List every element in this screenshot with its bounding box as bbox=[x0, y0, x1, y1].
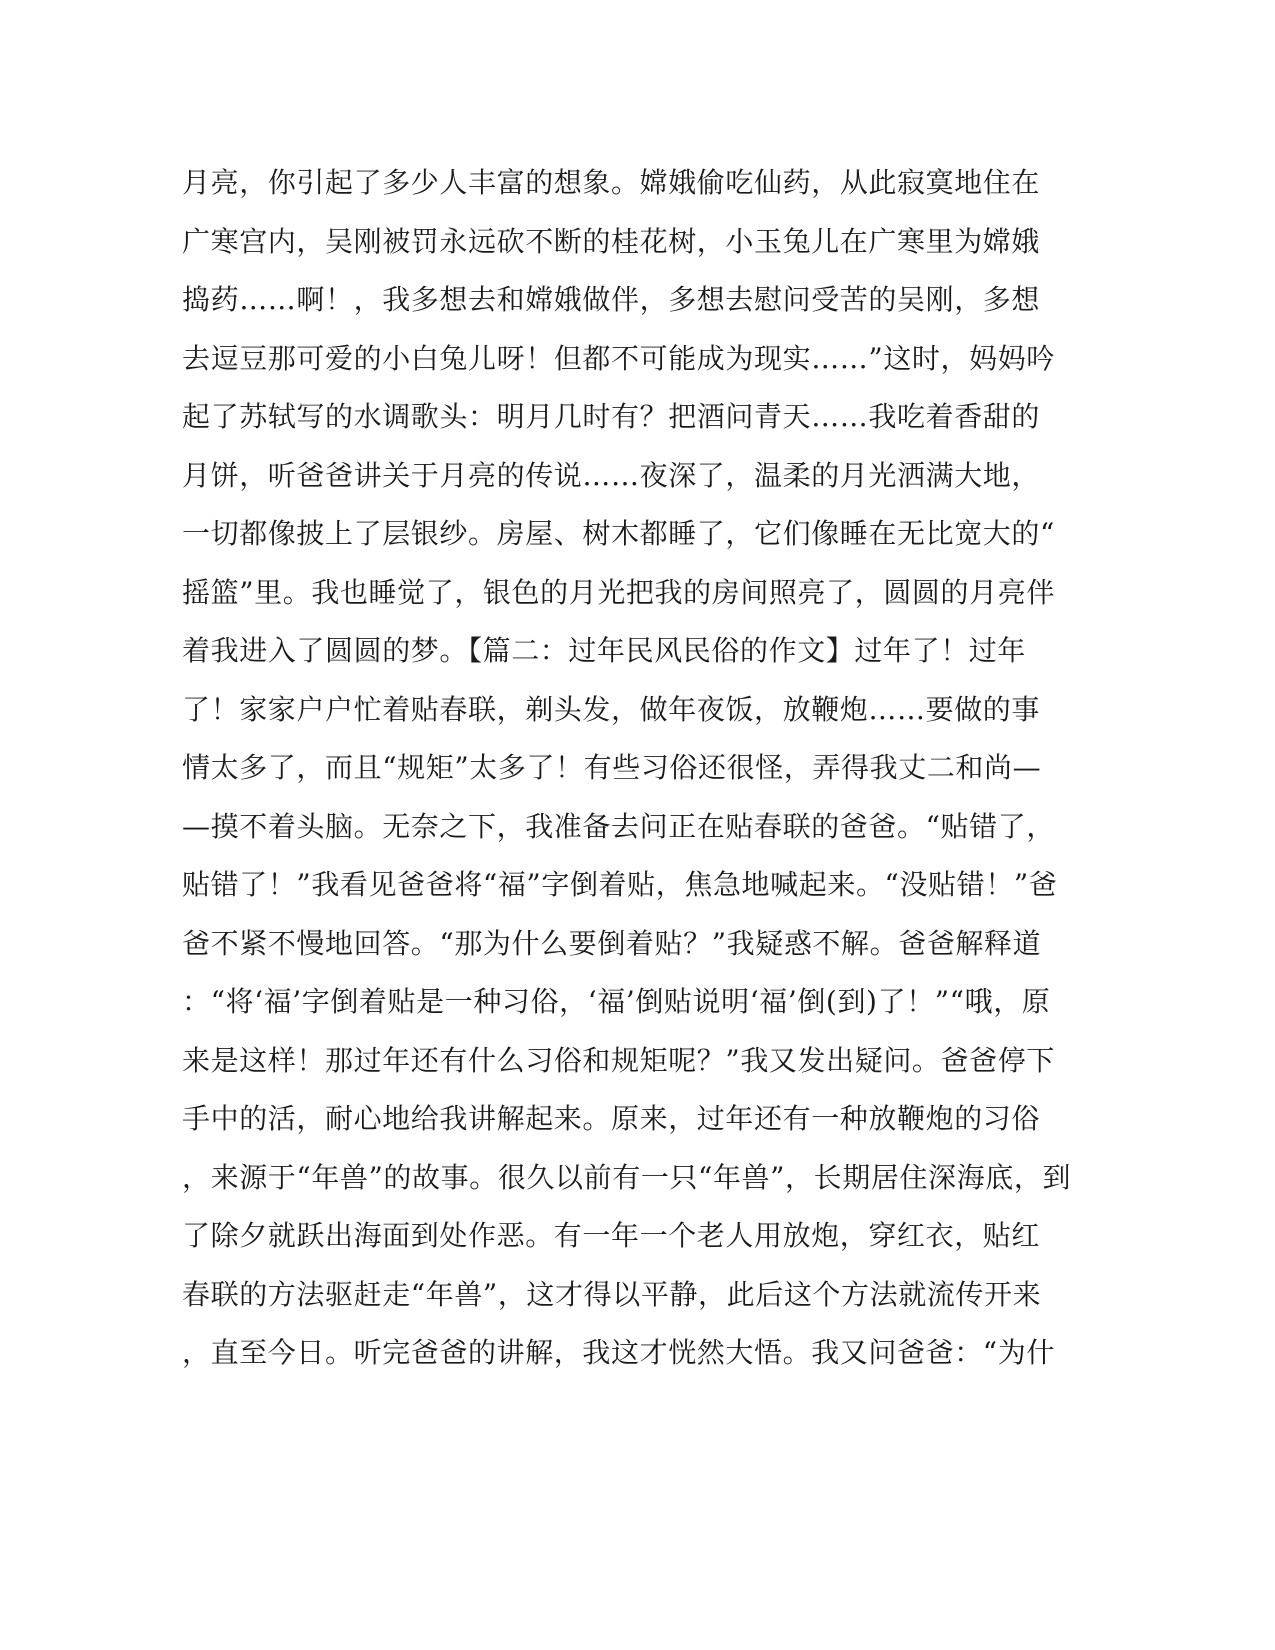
text-line: 捣药……啊！，我多想去和嫦娥做伴，多想去慰问受苦的吴刚，多想 bbox=[182, 283, 1041, 316]
text-line: ，直至今日。听完爸爸的讲解，我这才恍然大悟。我又问爸爸：“为什 bbox=[182, 1336, 1055, 1369]
text-line: 广寒宫内，吴刚被罚永远砍不断的桂花树，小玉兔儿在广寒里为嫦娥 bbox=[182, 224, 1041, 258]
text-line: 起了苏轼写的水调歌头：明月几时有？把酒问青天……我吃着香甜的 bbox=[182, 400, 1041, 433]
text-line: 手中的活，耐心地给我讲解起来。原来，过年还有一种放鞭炮的习俗 bbox=[182, 1102, 1041, 1135]
text-line: 贴错了！”我看见爸爸将“福”字倒着贴，焦急地喊起来。“没贴错！”爸 bbox=[182, 868, 1058, 901]
text-line: ，来源于“年兽”的故事。很久以前有一只“年兽”，长期居住深海底，到 bbox=[182, 1160, 1072, 1194]
text-line: 了！家家户户忙着贴春联，剃头发，做年夜饭，放鞭炮……要做的事 bbox=[182, 692, 1041, 726]
text-line: 去逗豆那可爱的小白兔儿呀！但都不可能成为现实……”这时，妈妈吟 bbox=[182, 341, 1055, 375]
text-line: ：“将‘福’字倒着贴是一种习俗，‘福’倒贴说明‘福’倒(到)了！”“哦，原 bbox=[182, 985, 1051, 1018]
text-line: 着我进入了圆圆的梦。【篇二：过年民风民俗的作文】过年了！过年 bbox=[182, 634, 1027, 667]
text-line: 一切都像披上了层银纱。房屋、树木都睡了，它们像睡在无比宽大的“ bbox=[182, 517, 1055, 550]
text-line: 月亮，你引起了多少人丰富的想象。嫦娥偷吃仙药，从此寂寞地住在 bbox=[182, 166, 1041, 199]
text-line: 爸不紧不慢地回答。“那为什么要倒着贴？”我疑惑不解。爸爸解释道 bbox=[182, 926, 1042, 960]
text-line: 来是这样！那过年还有什么习俗和规矩呢？”我又发出疑问。爸爸停下 bbox=[182, 1043, 1055, 1077]
text-line: —摸不着头脑。无奈之下，我准备去问正在贴春联的爸爸。“贴错了， bbox=[182, 809, 1055, 843]
text-line: 情太多了，而且“规矩”太多了！有些习俗还很怪，弄得我丈二和尚— bbox=[182, 751, 1042, 784]
text-line: 摇篮”里。我也睡觉了，银色的月光把我的房间照亮了，圆圆的月亮伴 bbox=[182, 575, 1055, 609]
text-line: 月饼，听爸爸讲关于月亮的传说……夜深了，温柔的月光洒满大地， bbox=[182, 458, 1041, 492]
text-line: 了除夕就跃出海面到处作恶。有一年一个老人用放炮，穿红衣，贴红 bbox=[182, 1219, 1041, 1252]
body-text bbox=[182, 154, 1072, 1383]
text-line: 春联的方法驱赶走“年兽”，这才得以平静，此后这个方法就流传开来 bbox=[182, 1277, 1042, 1311]
